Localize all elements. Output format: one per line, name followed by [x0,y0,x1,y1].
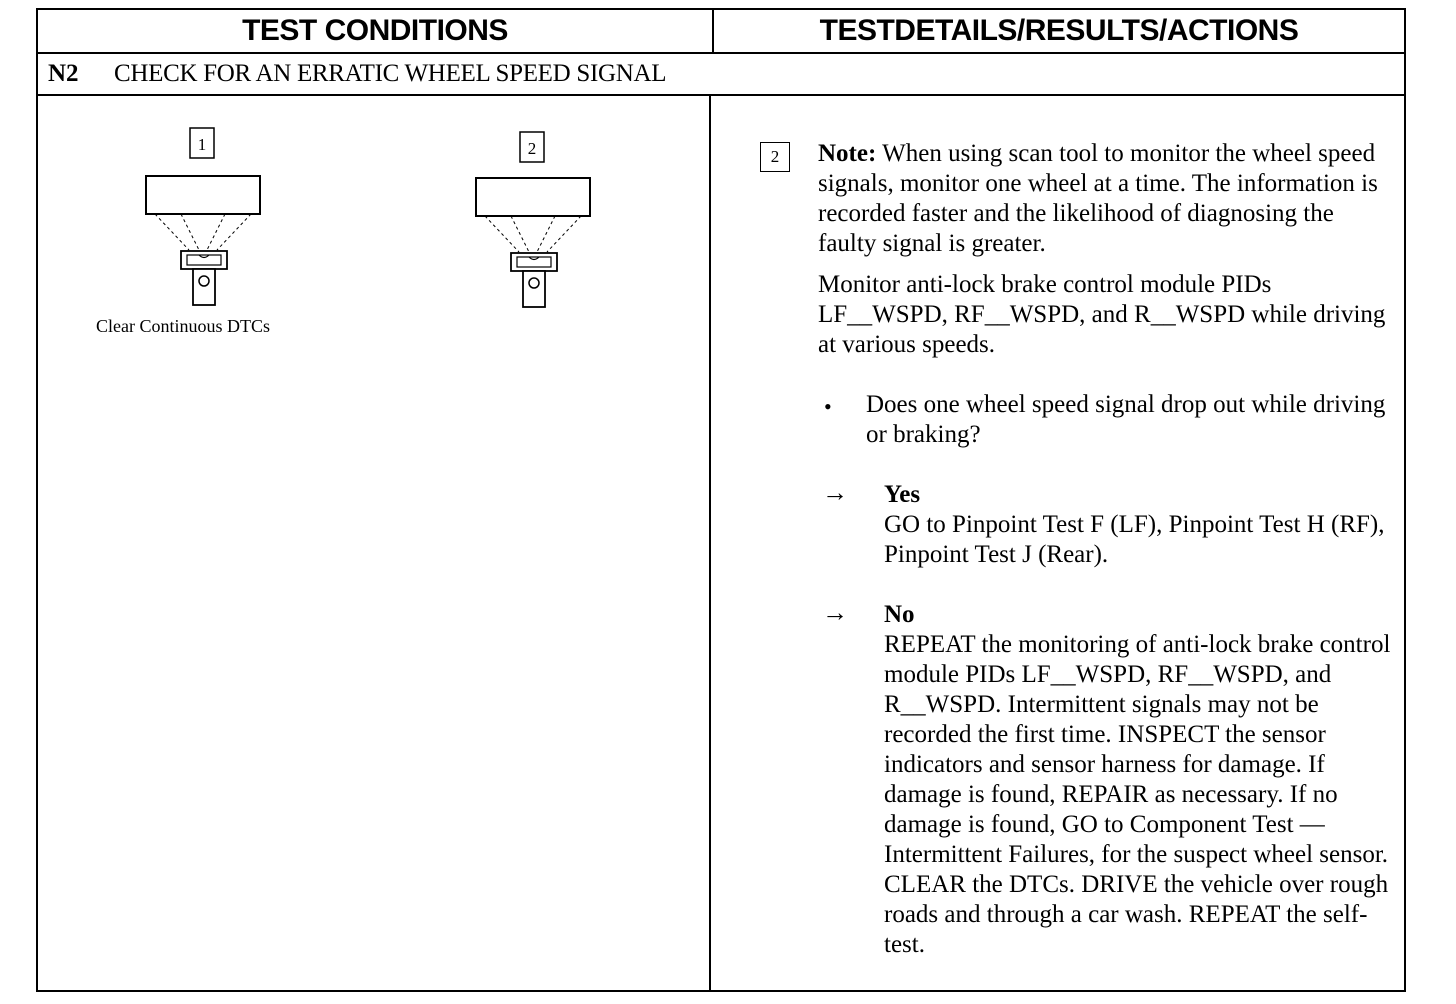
test-table [36,8,1406,992]
step-1-caption: Clear Continuous DTCs [96,316,270,336]
scan-tool-diagram-2 [473,130,593,310]
question-bullet: • [824,394,832,419]
header-test-details: TESTDETAILS/RESULTS/ACTIONS [819,14,1299,47]
yes-text: GO to Pinpoint Test F (LF), Pinpoint Test H (RF), Pinpoint Test J (Rear). [884,511,1385,568]
detail-step-label: 2 [760,142,790,172]
no-label: No [884,601,915,628]
column-divider [709,94,711,990]
header-test-conditions: TEST CONDITIONS [38,10,714,52]
no-arrow-icon: → [822,598,848,627]
monitor-paragraph: Monitor anti-lock brake control module PIDs LF__WSPD, RF__WSPD, and R__WSPD while driving at various speeds. [818,271,1386,358]
step-2-label: 2 [527,139,537,158]
step-title-row [38,52,1404,96]
step-id: N2 [48,60,79,87]
note-text: When using scan tool to monitor the wheel speed signals, monitor one wheel at a time. The information is recorded faster and the likelihood of diagnosing the faulty signal is greater. [818,140,1378,257]
scan-tool-diagram-1 [143,126,263,306]
no-text: REPEAT the monitoring of anti-lock brake control module PIDs LF__WSPD, RF__WSPD, and R__WSPD. Intermittent signals may not be recorded the first time. INSPECT the sensor indicators and sensor harness for damage. If damage is found, REPAIR as necessary. If no damage is found, GO to Component Test — Intermittent Failures, for the suspect wheel sensor. CLEAR the DTCs. DRIVE the vehicle over rough roads and through a car wash. REPEAT the self-test. [884,631,1391,958]
yes-label: Yes [884,481,921,508]
yes-arrow-icon: → [822,478,848,507]
note-paragraph [818,139,1398,259]
step-1-label: 1 [197,135,207,154]
question-text: Does one wheel speed signal drop out while driving or braking? [866,391,1386,448]
step-title: CHECK FOR AN ERRATIC WHEEL SPEED SIGNAL [114,60,667,87]
note-label: Note: [818,140,877,167]
